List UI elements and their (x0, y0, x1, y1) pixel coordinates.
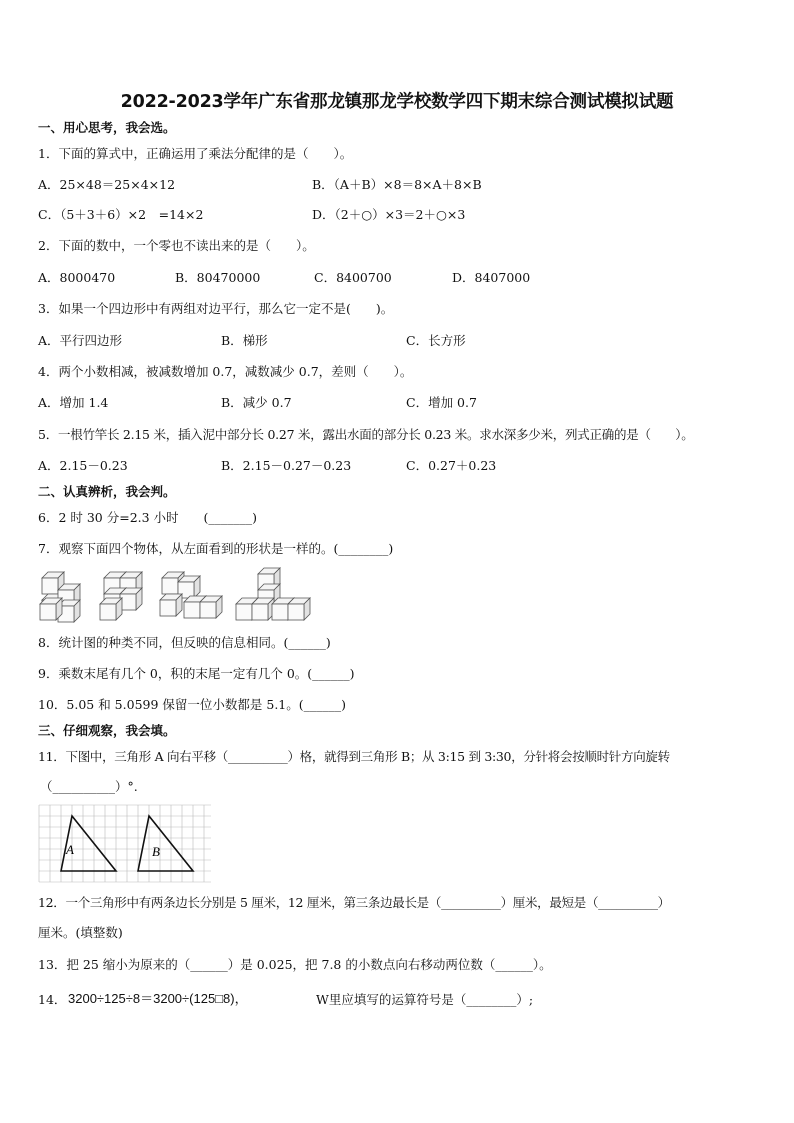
question-3-stem: 3．如果一个四边形中有两组对边平行，那么它一定不是( )。 (38, 301, 394, 316)
triangle-b (138, 816, 193, 871)
question-1-option-d: D．（2＋○）×3＝2＋○×3 (312, 207, 466, 222)
question-5-option-b: B．2.15－0.27－0.23 (221, 458, 352, 473)
question-14-tail: W里应填写的运算符号是（________）; (316, 992, 534, 1007)
question-1-option-a: A．25×48＝25×4×12 (38, 177, 176, 192)
cube-figure-2 (100, 572, 142, 620)
question-2-option-b: B．80470000 (175, 270, 261, 285)
question-11-line-1: 11．下图中，三角形 A 向右平移（__________）格，就得到三角形 B；从 3:15 到 3:30，分针将会按顺时针方向旋转 (38, 749, 670, 764)
question-4-option-b: B．减少 0.7 (221, 395, 292, 410)
question-14-number: 14． (38, 992, 67, 1007)
section-heading-1: 一、用心思考，我会选。 (38, 120, 176, 135)
section-heading-2: 二、认真辨析，我会判。 (38, 484, 176, 499)
question-3-option-a: A．平行四边形 (38, 333, 123, 348)
question-6: 6．2 时 30 分=2.3 小时 (_______) (38, 510, 258, 525)
question-13: 13．把 25 缩小为原来的（______）是 0.025，把 7.8 的小数点向右移动两位数（______）。 (38, 957, 552, 972)
question-12-line-1: 12．一个三角形中有两条边长分别是 5 厘米，12 厘米，第三条边最长是（__________）厘米，最短是（__________） (38, 895, 670, 910)
question-2-option-c: C．8400700 (314, 270, 392, 285)
question-1-option-b: B．（A＋B）×8＝8×A＋8×B (312, 177, 482, 192)
question-9: 9．乘数末尾有几个 0，积的末尾一定有几个 0。(______) (38, 666, 355, 681)
question-5-option-a: A．2.15－0.23 (38, 458, 128, 473)
question-1-option-c: C．（5＋3＋6）×2 =14×2 (38, 207, 204, 222)
question-3-option-b: B．梯形 (221, 333, 268, 348)
cube-figure-4 (236, 568, 310, 620)
question-12-line-2: 厘米。(填整数) (38, 925, 123, 940)
question-10: 10．5.05 和 5.0599 保留一位小数都是 5.1。(______) (38, 697, 347, 712)
question-3-option-c: C．长方形 (406, 333, 466, 348)
question-8: 8．统计图的种类不同，但反映的信息相同。(______) (38, 635, 331, 650)
question-14-expression: 3200÷125÷8＝3200÷(125□8)， (68, 991, 248, 1006)
page-title: 2022-2023学年广东省那龙镇那龙学校数学四下期末综合测试模拟试题 (120, 92, 674, 112)
question-1-stem: 1．下面的算式中，正确运用了乘法分配律的是（ ）。 (38, 146, 353, 161)
question-11-grid-figure (39, 805, 213, 883)
triangle-a-label: A (66, 842, 74, 857)
question-7: 7．观察下面四个物体，从左面看到的形状是一样的。(________) (38, 541, 394, 556)
cube-figure-1 (40, 572, 80, 622)
triangle-b-label: B (152, 844, 160, 859)
question-11-line-2: （__________）°. (40, 779, 138, 794)
question-4-stem: 4．两个小数相减，被减数增加 0.7，减数减少 0.7，差则（ ）。 (38, 364, 413, 379)
question-7-cube-figures (36, 566, 320, 622)
question-2-option-a: A．8000470 (38, 270, 116, 285)
question-4-option-c: C．增加 0.7 (406, 395, 477, 410)
cube-figure-3 (160, 572, 222, 618)
question-5-option-c: C．0.27＋0.23 (406, 458, 497, 473)
question-2-option-d: D．8407000 (452, 270, 531, 285)
question-2-stem: 2．下面的数中，一个零也不读出来的是（ ）。 (38, 238, 315, 253)
section-heading-3: 三、仔细观察，我会填。 (38, 723, 176, 738)
question-5-stem: 5．一根竹竿长 2.15 米，插入泥中部分长 0.27 米，露出水面的部分长 0.23 米。求水深多少米，列式正确的是（ ）。 (38, 427, 694, 442)
question-4-option-a: A．增加 1.4 (38, 395, 109, 410)
